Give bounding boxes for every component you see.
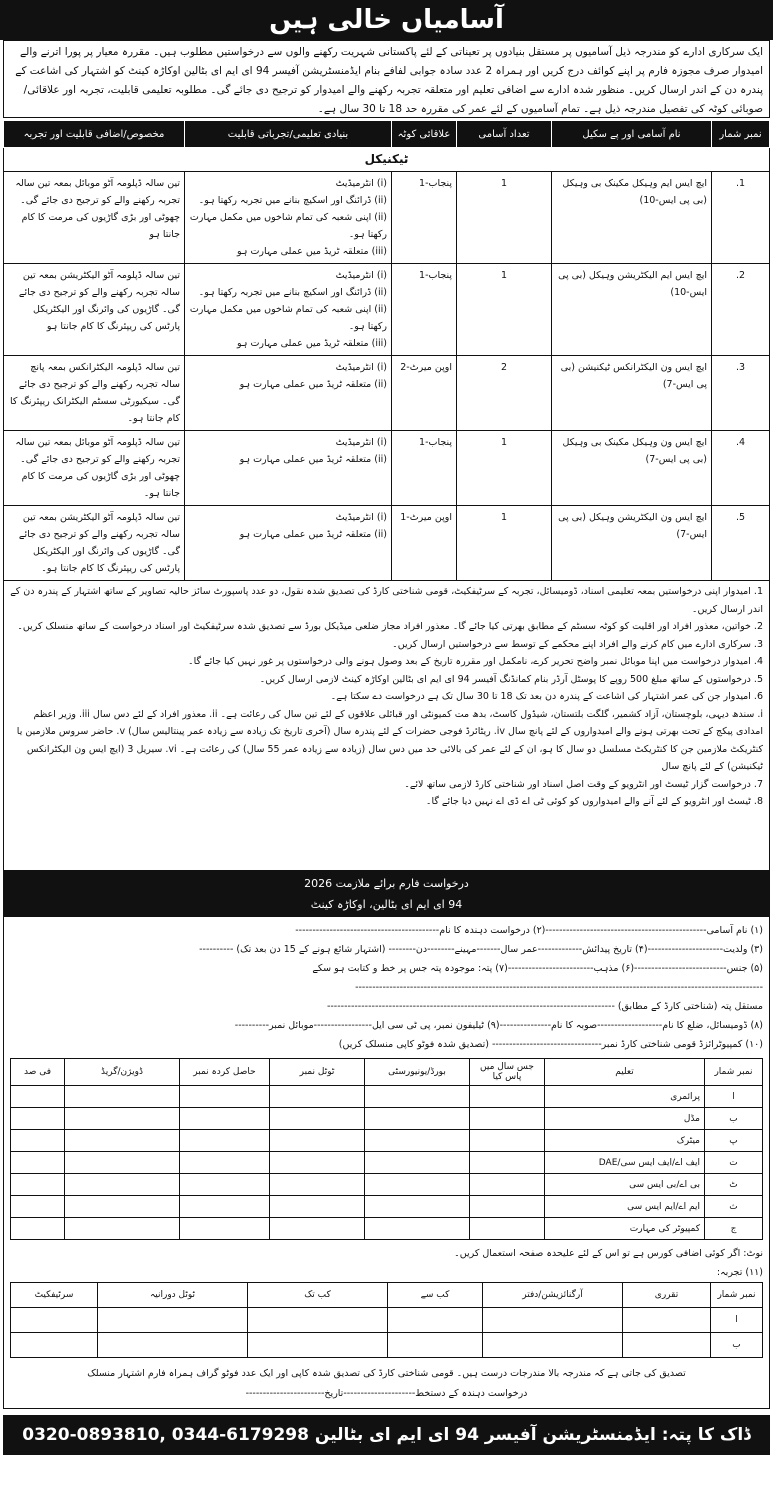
special-qualification: تین سالہ ڈپلومہ آٹو موبائل بمعہ تین سالہ تجربہ رکھنے والے کو ترجیح دی جائے گی۔ چھوٹی اور بڑی گاڑیوں کی مرمت کا کام جانتا ہو۔: [4, 431, 185, 506]
row-number: 1.: [712, 172, 770, 264]
note-item: 8. ٹیسٹ اور انٹرویو کے لئے آنے والے امیدواروں کو کوئی ٹی اے ڈی اے نہیں دیا جائے گا۔: [425, 796, 763, 807]
column-header: ٹوٹل نمبر: [270, 1059, 365, 1086]
page-title: آسامیاں خالی ہیں: [0, 0, 773, 40]
column-header: نمبر شمار: [705, 1059, 763, 1086]
post-name: ایچ ایس ون الیکٹریشن وہیکل (بی پی ایس-7): [552, 506, 712, 581]
row-letter: ث: [705, 1196, 763, 1218]
input-cell[interactable]: [11, 1108, 65, 1130]
input-cell[interactable]: [248, 1308, 388, 1333]
notes-list: [3, 581, 770, 871]
column-header: جس سال میں پاس کیا: [470, 1059, 545, 1086]
column-header: حاصل کردہ نمبر: [180, 1059, 270, 1086]
form-field-line: (۳) ولدیت----------------------(۴) تاریخ پیدائش-------------عمر سال-------مہینے--------دن-------- (اشتہار شائع ہونے کے 15 دن بعد تک) ----------: [199, 944, 763, 955]
form-title: درخواست فارم برائے ملازمت 2026: [304, 877, 469, 890]
column-header: کب سے: [388, 1283, 483, 1308]
input-cell[interactable]: [623, 1333, 711, 1358]
post-count: 1: [457, 172, 552, 264]
note-item: 6. امیدوار جن کی عمر اشتہار کی اشاعت کے پندرہ دن بعد تک 18 تا 30 سال تک ہے درخواست دے سکتا ہے۔: [330, 691, 763, 702]
education-row: [11, 1086, 763, 1108]
input-cell[interactable]: [65, 1108, 180, 1130]
table-row: [4, 172, 770, 264]
table-row: [4, 506, 770, 581]
quota: اوپن میرٹ-2: [392, 356, 457, 431]
experience-row: [11, 1333, 763, 1358]
input-cell[interactable]: [11, 1174, 65, 1196]
input-cell[interactable]: [270, 1086, 365, 1108]
post-count: 1: [457, 264, 552, 356]
input-cell[interactable]: [11, 1152, 65, 1174]
input-cell[interactable]: [98, 1308, 248, 1333]
education-level: میٹرک: [545, 1130, 705, 1152]
input-cell[interactable]: [470, 1218, 545, 1240]
post-count: 1: [457, 506, 552, 581]
row-number: 4.: [712, 431, 770, 506]
qualification-item: (iii) متعلقہ ٹریڈ میں عملی مہارت ہو: [236, 246, 387, 257]
row-letter: ب: [705, 1108, 763, 1130]
note-item: 2. خواتین، معذور افراد اور اقلیت کو کوٹہ سسٹم کے مطابق بھرتی کیا جائے گا۔ معذور افراد مجاز ضلعی میڈیکل بورڈ سے تصدیق شدہ سرٹیفکیٹ اور اسناد درخواست کے ساتھ منسلک کریں۔: [17, 621, 763, 632]
input-cell[interactable]: [180, 1086, 270, 1108]
post-name: ایچ ایس ون الیکٹرانکس ٹیکنیشن (بی پی ایس-7): [552, 356, 712, 431]
qualification-item: (iii) متعلقہ ٹریڈ میں عملی مہارت ہو: [236, 338, 387, 349]
input-cell[interactable]: [483, 1333, 623, 1358]
input-cell[interactable]: [470, 1152, 545, 1174]
experience-table: [10, 1282, 763, 1358]
input-cell[interactable]: [365, 1086, 470, 1108]
input-cell[interactable]: [180, 1152, 270, 1174]
input-cell[interactable]: [365, 1130, 470, 1152]
education-row: [11, 1218, 763, 1240]
postal-address: ڈاک کا پتہ: ایڈمنسٹریشن آفیسر 94 ای ایم ای بٹالین اوکاڑہ کینٹ / رابطہ نمبر:: [279, 1425, 751, 1485]
form-field-line: (۸) ڈومیسائل، ضلع کا نام-------------------صوبہ کا نام---------------(۹) ٹیلیفون نمبر، پی ٹی سی ایل-----------------موبائل نمبر----------: [234, 1020, 763, 1031]
input-cell[interactable]: [65, 1086, 180, 1108]
column-header: نام آسامی اور پے سکیل: [552, 121, 712, 148]
input-cell[interactable]: [388, 1308, 483, 1333]
qualification-item: (ii) متعلقہ ٹریڈ میں عملی مہارت ہو: [239, 529, 387, 540]
input-cell[interactable]: [470, 1130, 545, 1152]
input-cell[interactable]: [270, 1218, 365, 1240]
input-cell[interactable]: [470, 1086, 545, 1108]
column-header: بورڈ/یونیورسٹی: [365, 1059, 470, 1086]
note-item: i. سندھ دیہی، بلوچستان، آزاد کشمیر، گلگت بلتستان، شیڈول کاسٹ، بدھ مت کمیونٹی اور قبائلی علاقوں کے لئے تین سال کی رعائت ہے۔ ii. معذور افراد کے لئے دس سال iii. وزیر اعظم امدادی پیکج کے تحت بھرتی ہونے والے امیدواروں کے لئے پانچ سال iv. ریٹائرڈ فوجی حضرات کے لئے پندرہ سال (آخری تاریخ تک زیادہ سے زیادہ عمر پینتالیس سال) v. حاضر سروس ملازمین یا کنٹریکٹ ملازمین جن کا کنٹریکٹ مسلسل دو سال کا ہو، ان کے لئے عمر کی بالائی حد میں دس سال (زیادہ سے زیادہ عمر 55 سال) کی رعائت ہے۔ vi. سیریل 3 (ایچ ایس ون الیکٹرانکس ٹیکنیشن) کے لئے پانچ سال: [16, 708, 763, 772]
note-item: 4. امیدوار درخواست میں اپنا موبائل نمبر واضح تحریر کرے، نامکمل اور مقررہ تاریخ کے بعد وصول ہونے والی درخواستوں پر غور نہیں کیا جائے گا۔: [188, 656, 763, 667]
education-level: بی اے/بی ایس سی: [545, 1174, 705, 1196]
input-cell[interactable]: [270, 1108, 365, 1130]
qualification-item: (ii) متعلقہ ٹریڈ میں عملی مہارت ہو: [239, 454, 387, 465]
note-item: 7. درخواست گزار ٹیسٹ اور انٹرویو کے وقت اصل اسناد اور شناختی کارڈ لازمی ساتھ لائے۔: [404, 778, 763, 790]
row-letter: ج: [705, 1218, 763, 1240]
row-number: 3.: [712, 356, 770, 431]
input-cell[interactable]: [65, 1152, 180, 1174]
education-row: [11, 1130, 763, 1152]
input-cell[interactable]: [180, 1130, 270, 1152]
input-cell[interactable]: [11, 1086, 65, 1108]
footer-contact: [3, 1415, 770, 1485]
row-number: 2.: [712, 264, 770, 356]
form-note: نوٹ: اگر کوئی اضافی کورس ہے تو اس کے لئے علیحدہ صفحہ استعمال کریں۔: [454, 1248, 763, 1259]
input-cell[interactable]: [365, 1218, 470, 1240]
column-header: ٹوٹل دورانیہ: [98, 1283, 248, 1308]
input-cell[interactable]: [180, 1174, 270, 1196]
post-name: ایچ ایس ون وہیکل مکینک بی وہیکل (بی پی ایس-7): [552, 431, 712, 506]
basic-qualification: [185, 264, 392, 356]
signature-line: درخواست دہندہ کے دستخط---------------------تاریخ-----------------------: [245, 1388, 528, 1399]
input-cell[interactable]: [11, 1218, 65, 1240]
column-header: علاقائی کوٹہ: [392, 121, 457, 148]
qualification-item: (ii) ڈرائنگ اور اسکیچ بنانے میں تجربہ رکھتا ہو۔: [198, 195, 387, 206]
row-letter: ب: [711, 1333, 763, 1358]
input-cell[interactable]: [365, 1196, 470, 1218]
post-name: ایچ ایس ایم وہیکل مکینک بی وہیکل (بی پی ایس-10): [552, 172, 712, 264]
column-header: تعداد آسامی: [457, 121, 552, 148]
column-header: سرٹیفکیٹ: [11, 1283, 98, 1308]
post-count: 1: [457, 431, 552, 506]
special-qualification: تین سالہ ڈپلومہ آٹو الیکٹریشن بمعہ تین سالہ تجربہ رکھنے والے کو ترجیح دی جائے گی۔ گاڑیوں کی وائرنگ اور الیکٹریکل پارٹس کی ریپئرنگ کا کام جانتا ہو: [4, 264, 185, 356]
experience-label: (۱۱) تجربہ:: [716, 1267, 763, 1278]
input-cell[interactable]: [270, 1174, 365, 1196]
basic-qualification: [185, 431, 392, 506]
input-cell[interactable]: [470, 1108, 545, 1130]
row-letter: ا: [705, 1086, 763, 1108]
basic-qualification: [185, 356, 392, 431]
row-letter: ت: [705, 1152, 763, 1174]
note-item: 5. درخواستوں کے ساتھ مبلغ 500 روپے کا پوسٹل آرڈر بنام کمانڈنگ آفیسر 94 ای ایم ای بٹالین اوکاڑہ کینٹ لازمی ارسال کریں۔: [259, 673, 763, 685]
quota: پنجاب-1: [392, 431, 457, 506]
qualification-item: (i) انٹرمیڈیٹ: [335, 437, 387, 448]
education-row: [11, 1108, 763, 1130]
input-cell[interactable]: [270, 1130, 365, 1152]
education-level: ایف اے/ایف ایس سی/DAE: [545, 1152, 705, 1174]
column-header: مخصوص/اضافی قابلیت اور تجربہ: [4, 121, 185, 148]
qualification-item: (ii) اپنی شعبہ کی تمام شاخوں میں مکمل مہارت رکھتا ہو۔: [189, 212, 387, 240]
education-level: پرائمری: [545, 1086, 705, 1108]
input-cell[interactable]: [470, 1174, 545, 1196]
input-cell[interactable]: [180, 1108, 270, 1130]
input-cell[interactable]: [270, 1196, 365, 1218]
contact-phones: 0320-0893810, 0344-6179298: [22, 1425, 309, 1445]
input-cell[interactable]: [65, 1218, 180, 1240]
input-cell[interactable]: [365, 1108, 470, 1130]
quota: پنجاب-1: [392, 172, 457, 264]
form-header: [3, 871, 770, 917]
post-name: ایچ ایس ایم الیکٹریشن وہیکل (بی پی ایس-10): [552, 264, 712, 356]
section-label: ٹیکنیکل: [4, 148, 770, 172]
application-form: [3, 917, 770, 1409]
column-header: فی صد: [11, 1059, 65, 1086]
qualification-item: (ii) اپنی شعبہ کی تمام شاخوں میں مکمل مہارت رکھتا ہو۔: [189, 304, 387, 332]
education-level: مڈل: [545, 1108, 705, 1130]
post-count: 2: [457, 356, 552, 431]
form-field-line: -----------------------------------------------------------------------------------------------------------------------: [355, 982, 763, 993]
input-cell[interactable]: [98, 1333, 248, 1358]
column-header: تقرری: [623, 1283, 711, 1308]
education-table: [10, 1058, 763, 1240]
input-cell[interactable]: [11, 1308, 98, 1333]
input-cell[interactable]: [65, 1174, 180, 1196]
declaration: تصدیق کی جاتی ہے کہ مندرجہ بالا مندرجات درست ہیں۔ قومی شناختی کارڈ کی تصدیق شدہ کاپی اور ایک عدد فوٹو گراف ہمراہ فارم اشتہار منسلک: [87, 1368, 686, 1379]
input-cell[interactable]: [248, 1333, 388, 1358]
basic-qualification: [185, 506, 392, 581]
qualification-item: (i) انٹرمیڈیٹ: [335, 178, 387, 189]
input-cell[interactable]: [180, 1218, 270, 1240]
input-cell[interactable]: [623, 1308, 711, 1333]
row-letter: ا: [711, 1308, 763, 1333]
education-row: [11, 1152, 763, 1174]
special-qualification: تین سالہ ڈپلومہ آٹو موبائل بمعہ تین سالہ تجربہ رکھنے والے کو ترجیح دی جائے گی۔ چھوٹی اور بڑی گاڑیوں کی مرمت کا کام جانتا ہو: [4, 172, 185, 264]
note-item: 3. سرکاری ادارے میں کام کرنے والے افراد اپنے محکمے کے توسط سے درخواستیں ارسال کریں۔: [392, 638, 763, 650]
input-cell[interactable]: [180, 1196, 270, 1218]
qualification-item: (ii) ڈرائنگ اور اسکیچ بنانے میں تجربہ رکھتا ہو۔: [198, 287, 387, 298]
input-cell[interactable]: [11, 1333, 98, 1358]
qualification-item: (i) انٹرمیڈیٹ: [335, 512, 387, 523]
qualification-item: (ii) متعلقہ ٹریڈ میں عملی مہارت ہو: [239, 379, 387, 390]
row-number: 5.: [712, 506, 770, 581]
column-header: آرگنائزیشن/دفتر: [483, 1283, 623, 1308]
form-field-line: (۵) جنس---------------------------(۶) مذہب-------------------------(۷) پتہ: موجودہ پتہ جس پر خط و کتابت ہو سکے: [312, 963, 763, 974]
input-cell[interactable]: [65, 1130, 180, 1152]
vacancy-table: [3, 120, 770, 581]
input-cell[interactable]: [11, 1130, 65, 1152]
experience-row: [11, 1308, 763, 1333]
column-header: نمبر شمار: [711, 1283, 763, 1308]
input-cell[interactable]: [483, 1308, 623, 1333]
basic-qualification: [185, 172, 392, 264]
table-row: [4, 356, 770, 431]
row-letter: پ: [705, 1130, 763, 1152]
form-subtitle: 94 ای ایم ای بٹالین، اوکاڑہ کینٹ: [310, 898, 463, 911]
input-cell[interactable]: [65, 1196, 180, 1218]
quota: اوپن میرٹ-1: [392, 506, 457, 581]
column-header: نمبر شمار: [712, 121, 770, 148]
input-cell[interactable]: [365, 1174, 470, 1196]
input-cell[interactable]: [470, 1196, 545, 1218]
note-item: 1. امیدوار اپنی درخواستیں بمعہ تعلیمی اسناد، ڈومیسائل، تجربہ کے سرٹیفکیٹ، قومی شناختی کارڈ کی تصدیق شدہ نقول، دو عدد پاسپورٹ سائز حالیہ تصاویر کے ساتھ اشتہار کے پندرہ دن کے اندر ارسال کریں۔: [10, 586, 763, 615]
table-row: [4, 264, 770, 356]
education-row: [11, 1196, 763, 1218]
form-field-line: مستقل پتہ (شناختی کارڈ کے مطابق) ------------------------------------------------------------------------------------: [326, 1001, 763, 1012]
education-level: کمپیوٹر کی مہارت: [545, 1218, 705, 1240]
input-cell[interactable]: [11, 1196, 65, 1218]
input-cell[interactable]: [270, 1152, 365, 1174]
special-qualification: تین سالہ ڈپلومہ الیکٹرانکس بمعہ پانچ سالہ تجربہ رکھنے والے کو ترجیح دی جائے گی۔ سیکیورٹی سسٹم الیکٹرانک ریپئرنگ کا کام جانتا ہو۔: [4, 356, 185, 431]
input-cell[interactable]: [365, 1152, 470, 1174]
education-level: ایم اے/ایم ایس سی: [545, 1196, 705, 1218]
column-header: ڈویژن/گریڈ: [65, 1059, 180, 1086]
table-row: [4, 431, 770, 506]
special-qualification: تین سالہ ڈپلومہ آٹو الیکٹریشن بمعہ تین سالہ تجربہ رکھنے والے کو ترجیح دی جائے گی۔ گاڑیوں کی وائرنگ اور الیکٹریکل پارٹس کی ریپئرنگ کا کام جانتا ہو۔: [4, 506, 185, 581]
education-row: [11, 1174, 763, 1196]
input-cell[interactable]: [388, 1333, 483, 1358]
qualification-item: (i) انٹرمیڈیٹ: [335, 270, 387, 281]
column-header: کب تک: [248, 1283, 388, 1308]
form-field-line: (۱) نام آسامی-----------------------------------------------(۲) درخواست دہندہ کا نام------------------------------------------: [295, 925, 763, 936]
row-letter: ٹ: [705, 1174, 763, 1196]
qualification-item: (i) انٹرمیڈیٹ: [335, 362, 387, 373]
form-field-line: (۱۰) کمپیوٹرائزڈ قومی شناختی کارڈ نمبر-------------------------------- (تصدیق شدہ فوٹو کاپی منسلک کریں): [338, 1039, 763, 1050]
column-header: بنیادی تعلیمی/تجرباتی قابلیت: [185, 121, 392, 148]
quota: پنجاب-1: [392, 264, 457, 356]
column-header: تعلیم: [545, 1059, 705, 1086]
intro-text: ایک سرکاری ادارے کو مندرجہ ذیل آسامیوں پر مستقل بنیادوں پر تعیناتی کے لئے پاکستانی شہریت رکھنے والوں سے درخواستیں مطلوب ہیں۔ مقررہ معیار پر پورا اترنے والے امیدوار صرف مجوزہ فارم پر اپنے کوائف درج کریں اور ہمراہ 2 عدد سادہ جوابی لفافے بنام ایڈمنسٹریشن آفیسر 94 ای ایم ای بٹالین اوکاڑہ کینٹ کو اشتہار کی اشاعت کے پندرہ دن کے اندر ارسال کریں۔ منظور شدہ ادارے سے اضافی تعلیم اور متعلقہ تجربہ رکھنے والے امیدوار کو ترجیح دی جائے گی۔ مطلوبہ تعلیمی قابلیت، تجربہ اور علاقائی/صوبائی کوٹہ کی تفصیل مندرجہ ذیل ہے۔ تمام آسامیوں کے لئے عمر کی مقررہ حد 18 تا 30 سال ہے۔: [3, 40, 770, 118]
